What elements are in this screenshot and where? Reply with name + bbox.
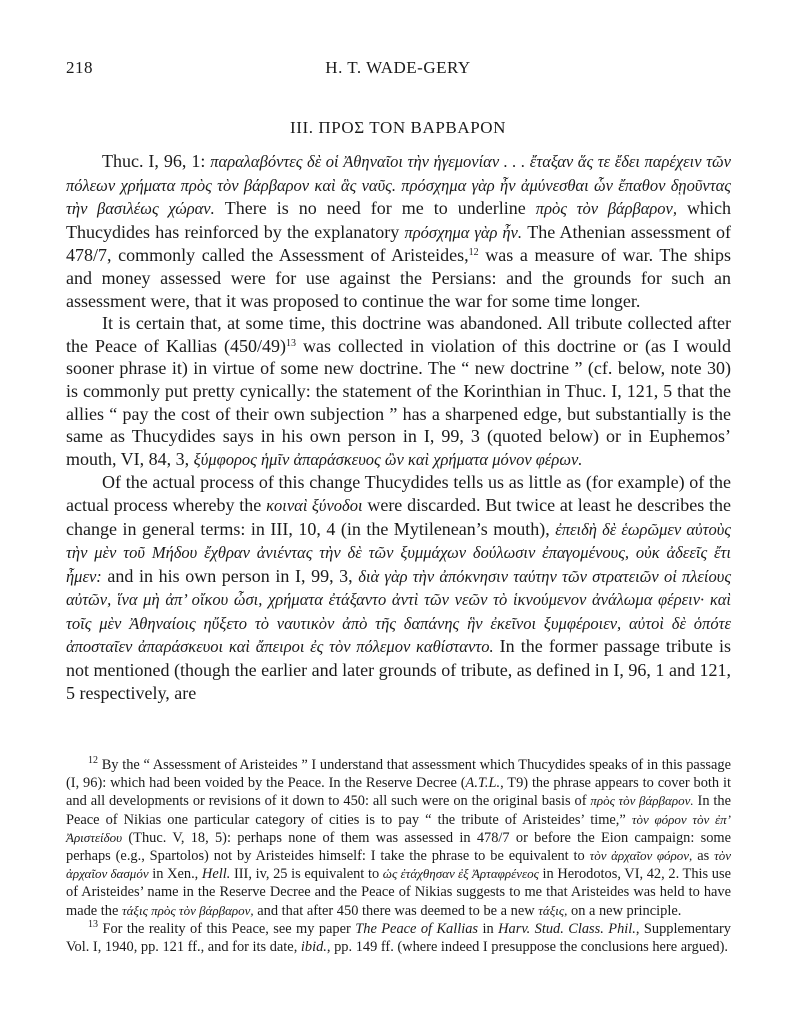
greek-quotation: ὡς ἐτάχθησαν ἐξ Ἀρταφρένεος [382, 866, 539, 882]
greek-quotation: τὸν ἀρχαῖον δασμόν [66, 848, 732, 882]
greek-quotation: τὸν φόρον τὸν ἐπ’ Ἀριστείδου [66, 811, 731, 845]
body-text [66, 150, 731, 704]
paragraph-3 [66, 471, 731, 704]
greek-quotation: πρὸς τὸν βάρβαρον. [590, 793, 694, 809]
text-run: In the former passage tribute is not mentioned (though the earlier and later grounds of tribute, as defined in I, 96, 1 and 121, 5 respectively, are [66, 636, 732, 703]
greek-quotation: ἐπειδὴ δὲ ἑωρῶμεν αὐτοὺς τὴν μὲν τοῦ Μήδου ἔχθραν ἀνιέντας τὴν δὲ τῶν ξυμμάχων δούλωσιν ἐπαγομένους, οὐκ ἀδεεῖς ἔτι ἦμεν: [66, 519, 731, 586]
text-run: It is certain that, at some time, this doctrine was abandoned. All tribute collected after the Peace of Kallias (450/49) [66, 313, 731, 356]
text-run: , pp. 149 ff. (where indeed I presuppose the conclusions here argued). [326, 939, 728, 956]
greek-quotation: κοιναὶ ξύνοδοι [266, 495, 363, 515]
text-run: was a measure of war. The ships and money assessed were for use against the Persians: and the grounds for such an assessment were, that it was proposed to continue the war for some time longer. [66, 245, 732, 311]
running-head: H. T. WADE-GERY [325, 58, 471, 77]
greek-quotation: πρόσχημα γὰρ ἦν. [404, 222, 522, 242]
greek-quotation: ξύμφορος ἡμῖν ἀπαράσκευος ὢν καὶ χρήματα μόνον φέρων. [193, 449, 583, 469]
greek-quotation: τάξις πρὸς τὸν βάρβαρον, [121, 902, 254, 918]
text-run: , Supplementary Vol. I, 1940, pp. 121 ff., and for its date, [66, 920, 732, 956]
footnote-ref-12[interactable]: 12 [468, 247, 479, 259]
page-header [0, 58, 796, 82]
italic-citation: Harv. Stud. Class. Phil. [498, 920, 636, 937]
text-run: were discarded. But twice at least he describes the change in general terms: in III, 10, 4 (in the Mytilenean’s mouth), [66, 494, 731, 539]
text-run: in Xen., [152, 866, 199, 883]
paragraph-2 [66, 312, 731, 471]
text-run: and that after 450 there was deemed to be a new [257, 902, 535, 919]
footnote-13 [66, 920, 731, 956]
paragraph-1 [66, 150, 731, 312]
greek-quotation: τάξις, [538, 902, 568, 918]
text-run: was collected in violation of this doctrine or (as I would sooner phrase it) in virtue of some new doctrine. The “ new doctrine ” (cf. below, note 30) is commonly put pretty cynically: the statement of the Korinthian in Thuc. I, 121, 5 that the allies “ pay the cost of their own subjection ” has a sharpened edge, but substantially is the same as Thucydides says in his own person in I, 99, 3 (quoted below) or in Euphemos’ mouth, VI, 84, 3, [66, 335, 731, 469]
italic-citation: ibid. [300, 939, 327, 956]
text-run: in [482, 920, 494, 937]
section-title: III. ΠΡΟΣ ΤΟΝ ΒΑΡΒΑΡΟΝ [289, 118, 507, 137]
text-run: There is no need for me to underline [224, 198, 526, 219]
text-run: By the “ Assessment of Aristeides ” I understand that assessment which Thucydides speaks of in this passage (I, 96): which had been voided by the Peace. In the Reserve Decree ( [66, 757, 731, 792]
text-run: III, iv, 25 is equivalent to [233, 866, 380, 883]
text-run: (Thuc. V, 18, 5): perhaps none of them was assessed in 478/7 or before the Eion campaign: some perhaps (e.g., Spartolos) not by Aristeides himself: I take the phrase to be equivalent to [66, 829, 731, 865]
text-run: In the Peace of Nikias one particular category of cities is to pay “ the tribute of Aristeides’ time,” [66, 793, 732, 828]
italic-citation: The Peace of Kallias [355, 920, 479, 937]
text-run: , T9) the phrase appears to cover both it and all developments or revisions of it down to 450: all such were on the original basis of [66, 775, 731, 810]
greek-quotation: πρὸς τὸν βάρβαρον, [535, 199, 677, 219]
text-run: For the reality of this Peace, see my paper [102, 920, 351, 937]
greek-quotation: παραλαβόντες δὲ οἱ Ἀθηναῖοι τὴν ἡγεμονίαν . . . ἔταξαν ἅς τε ἔδει παρέχειν τῶν πόλεων χρήματα πρὸς τὸν βάρβαρον καὶ ἃς ναῦς. πρόσχημα γὰρ ἦν ἀμύνεσθαι ὧν ἔπαθον δῃοῦντας τὴν βασιλέως χώραν. [66, 152, 732, 219]
text-run: Thuc. I, 96, 1: [102, 151, 206, 171]
italic-citation: A.T.L. [465, 775, 501, 792]
greek-quotation: διὰ γὰρ τὴν ἀπόκνησιν ταύτην τῶν στρατειῶν οἱ πλείους αὐτῶν, ἵνα μὴ ἀπ’ οἴκου ὦσι, χρήματα ἐτάξαντο ἀντὶ τῶν νεῶν τὸ ἱκνούμενον ἀνάλωμα φέρειν· καὶ τοῖς μὲν Ἀθηναίοις ηὔξετο τὸ ναυτικὸν ἀπὸ τῆς δαπάνης ἣν ἐκεῖνοι ξυμφέροιεν, αὐτοὶ δὲ ὁπότε ἀποσταῖεν ἀπαράσκευοι καὶ ἄπειροι ἐς τὸν πόλεμον καθίσταντο. [66, 566, 732, 657]
text-run: in Herodotos, VI, 42, 2. This use of Aristeides’ name in the Reserve Decree and the Peace of Nikias suggests to me that Aristeides was held to have made the [66, 866, 731, 919]
text-run: as [697, 848, 710, 865]
text-run: and in his own person in I, 99, 3, [107, 565, 353, 586]
footnote-12 [66, 756, 731, 920]
footnote-ref-13[interactable]: 13 [285, 337, 296, 349]
text-run: on a new principle. [571, 902, 682, 919]
page-number: 218 [66, 58, 93, 77]
text-run: which Thucydides has reinforced by the explanatory [66, 198, 731, 242]
footnote-number: 12 [88, 755, 98, 766]
footnotes [66, 756, 731, 956]
text-run: The Athenian assessment of 478/7, commonly called the Assessment of Aristeides, [66, 221, 732, 266]
greek-quotation: τὸν ἀρχαῖον φόρον, [589, 848, 693, 864]
text-run: Of the actual process of this change Thucydides tells us as little as (for example) of the actual process whereby the [66, 472, 731, 515]
italic-citation: Hell. [201, 866, 231, 883]
footnote-number: 13 [88, 918, 98, 930]
